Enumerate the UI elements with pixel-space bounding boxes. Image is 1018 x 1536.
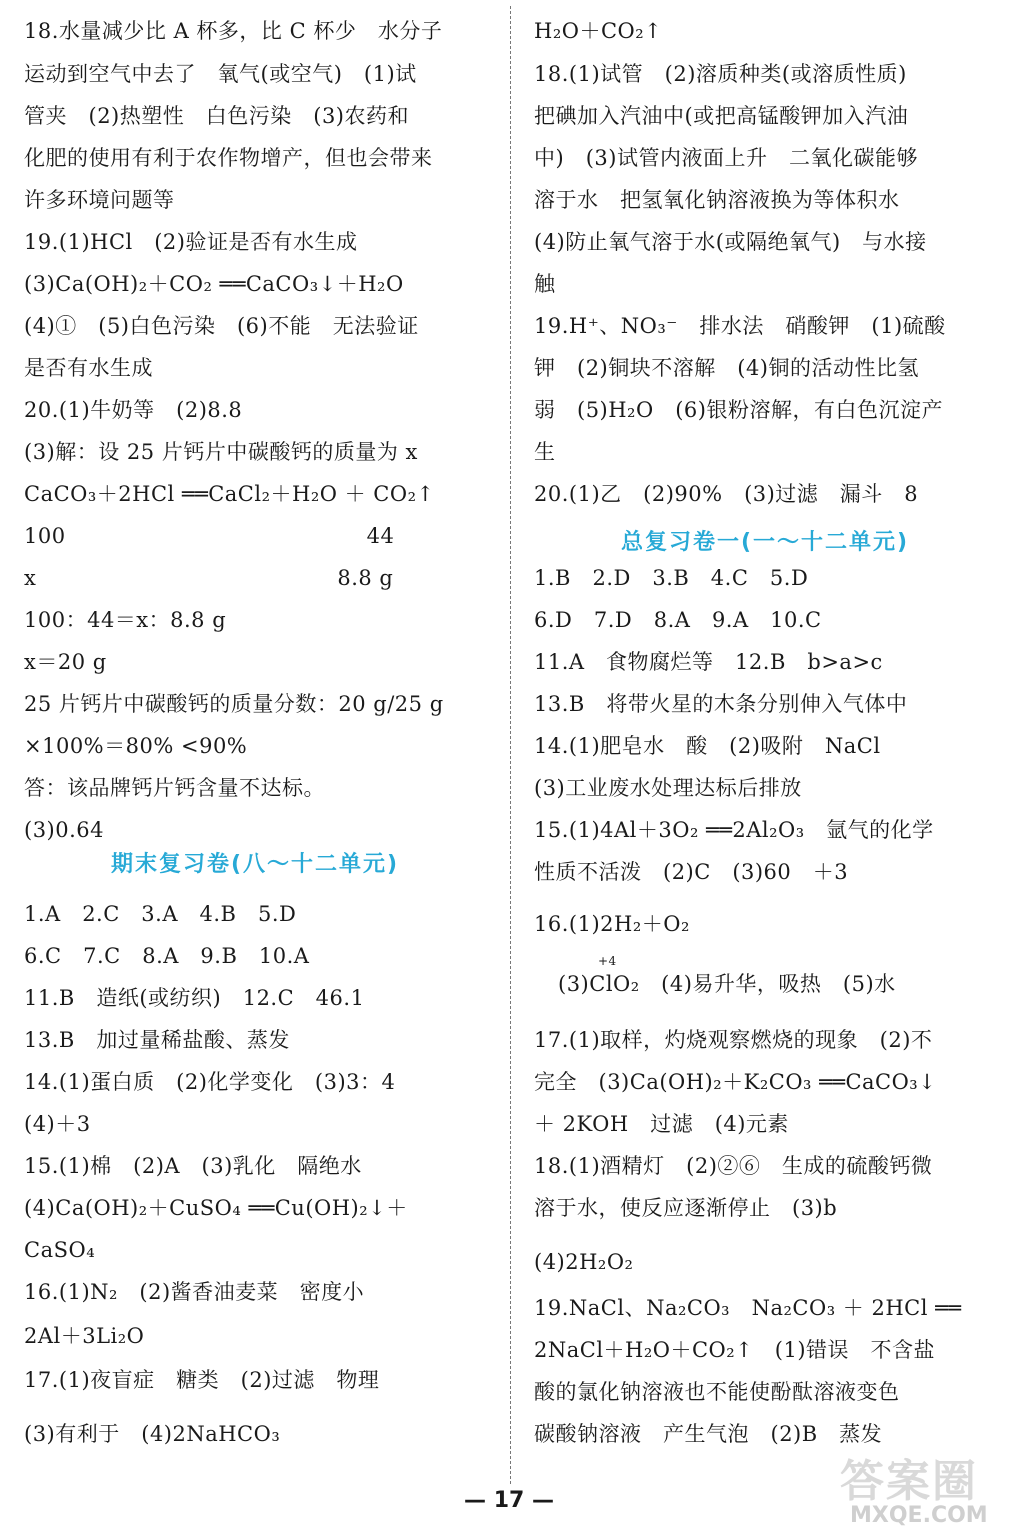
left-line: (4)① (5)白色污染 (6)不能 无法验证 [24, 314, 419, 338]
section-heading: 期末复习卷(八～十二单元) [110, 852, 400, 877]
left-line: 25 片钙片中碳酸钙的质量分数：20 g/25 g [24, 692, 444, 716]
right-line: 20.(1)乙 (2)90% (3)过滤 漏斗 8 [534, 482, 919, 506]
right-line: 14.(1)肥皂水 酸 (2)吸附 NaCl [534, 734, 881, 758]
section-heading: 总复习卷一(一～十二单元) [620, 530, 910, 555]
oxidation-state: +4 [598, 954, 617, 968]
right-line: 碳酸钠溶液 产生气泡 (2)B 蒸发 [534, 1422, 883, 1446]
right-line: ＋ 2KOH 过滤 (4)元素 [534, 1112, 789, 1136]
left-line: 管夹 (2)热塑性 白色污染 (3)农药和 [24, 104, 409, 128]
right-line: 17.(1)取样，灼烧观察燃烧的现象 (2)不 [534, 1028, 933, 1052]
left-line: (3)有利于 (4)2NaHCO₃ [24, 1422, 281, 1446]
left-line: 14.(1)蛋白质 (2)化学变化 (3)3：4 [24, 1070, 396, 1094]
column-divider [510, 6, 511, 1484]
right-line: 18.(1)试管 (2)溶质种类(或溶质性质) [534, 62, 907, 86]
right-line: 6.D 7.D 8.A 9.A 10.C [534, 608, 822, 632]
right-line: 性质不活泼 (2)C (3)60 ＋3 [534, 860, 849, 884]
right-line: 钾 (2)铜块不溶解 (4)铜的活动性比氢 [534, 356, 919, 380]
right-line: 18.(1)酒精灯 (2)②⑥ 生成的硫酸钙微 [534, 1154, 933, 1178]
right-line: 11.A 食物腐烂等 12.B b>a>c [534, 650, 883, 674]
page-number: — 17 — [464, 1488, 554, 1513]
left-line: 20.(1)牛奶等 (2)8.8 [24, 398, 243, 422]
right-line [534, 954, 896, 999]
watermark-url: MXQE.COM [850, 1503, 988, 1528]
right-line: 完全 (3)Ca(OH)₂＋K₂CO₃ ══CaCO₃↓ [534, 1070, 937, 1094]
left-line: 18.水量减少比 A 杯多，比 C 杯少 水分子 [24, 19, 443, 43]
left-line: CaCO₃＋2HCl ══CaCl₂＋H₂O ＋ CO₂↑ [24, 482, 435, 506]
left-line: ×100%＝80% <90% [24, 734, 248, 758]
left-line: x＝20 g [24, 650, 107, 674]
left-line: 11.B 造纸(或纺织) 12.C 46.1 [24, 986, 365, 1010]
left-line: 1.A 2.C 3.A 4.B 5.D [24, 902, 297, 926]
left-line: (4)＋3 [24, 1112, 91, 1136]
left-line: 2Al＋3Li₂O [24, 1324, 145, 1348]
right-line: 中) (3)试管内液面上升 二氧化碳能够 [534, 146, 918, 170]
left-line: 化肥的使用有利于农作物增产，但也会带来 [24, 146, 433, 170]
left-line: 19.(1)HCl (2)验证是否有水生成 [24, 230, 358, 254]
left-line: 17.(1)夜盲症 糖类 (2)过滤 物理 [24, 1368, 380, 1392]
watermark-logo: 答案圈 [840, 1456, 978, 1507]
watermark [840, 1456, 1010, 1530]
left-line: 100：44＝x：8.8 g [24, 608, 227, 632]
left-line: 答：该品牌钙片钙含量不达标。 [24, 776, 325, 800]
left-line: CaSO₄ [24, 1238, 96, 1262]
right-line: 溶于水，使反应逐渐停止 (3)b [534, 1196, 838, 1220]
left-line: 许多环境问题等 [24, 188, 175, 212]
left-line: 15.(1)棉 (2)A (3)乳化 隔绝水 [24, 1154, 362, 1178]
right-line: 生 [534, 440, 556, 464]
left-line: 100 44 [24, 524, 395, 548]
left-line: 是否有水生成 [24, 356, 153, 380]
right-line: 1.B 2.D 3.B 4.C 5.D [534, 566, 809, 590]
left-line: (3)Ca(OH)₂＋CO₂ ══CaCO₃↓＋H₂O [24, 272, 404, 296]
left-line: 6.C 7.C 8.A 9.B 10.A [24, 944, 310, 968]
right-line: 弱 (5)H₂O (6)银粉溶解，有白色沉淀产 [534, 398, 943, 422]
answer-text: (3)ClO₂ (4)易升华，吸热 (5)水 [558, 972, 896, 996]
right-line: 15.(1)4Al＋3O₂ ══2Al₂O₃ 氩气的化学 [534, 818, 934, 842]
right-line: (3)工业废水处理达标后排放 [534, 776, 802, 800]
right-line: (4)2H₂O₂ [534, 1250, 634, 1274]
left-line: (3)解：设 25 片钙片中碳酸钙的质量为 x [24, 440, 418, 464]
left-line: x 8.8 g [24, 566, 394, 590]
right-line: 19.H⁺、NO₃⁻ 排水法 硝酸钾 (1)硫酸 [534, 314, 946, 338]
right-line: 16.(1)2H₂＋O₂ [534, 912, 690, 936]
left-line: 16.(1)N₂ (2)酱香油麦菜 密度小 [24, 1280, 365, 1304]
right-line: 溶于水 把氢氧化钠溶液换为等体积水 [534, 188, 900, 212]
right-line: 触 [534, 272, 556, 296]
left-line: 13.B 加过量稀盐酸、蒸发 [24, 1028, 290, 1052]
right-line: 13.B 将带火星的木条分别伸入气体中 [534, 692, 908, 716]
right-line: 把碘加入汽油中(或把高锰酸钾加入汽油 [534, 104, 909, 128]
right-line: 19.NaCl、Na₂CO₃ Na₂CO₃ ＋ 2HCl ══ [534, 1296, 962, 1320]
right-line: H₂O＋CO₂↑ [534, 19, 663, 43]
right-line: (4)防止氧气溶于水(或隔绝氧气) 与水接 [534, 230, 927, 254]
left-line: (3)0.64 [24, 818, 105, 842]
right-line: 酸的氯化钠溶液也不能使酚酞溶液变色 [534, 1380, 900, 1404]
right-line: 2NaCl＋H₂O＋CO₂↑ (1)错误 不含盐 [534, 1338, 936, 1362]
left-line: (4)Ca(OH)₂＋CuSO₄ ══Cu(OH)₂↓＋ [24, 1196, 408, 1220]
left-line: 运动到空气中去了 氧气(或空气) (1)试 [24, 62, 417, 86]
